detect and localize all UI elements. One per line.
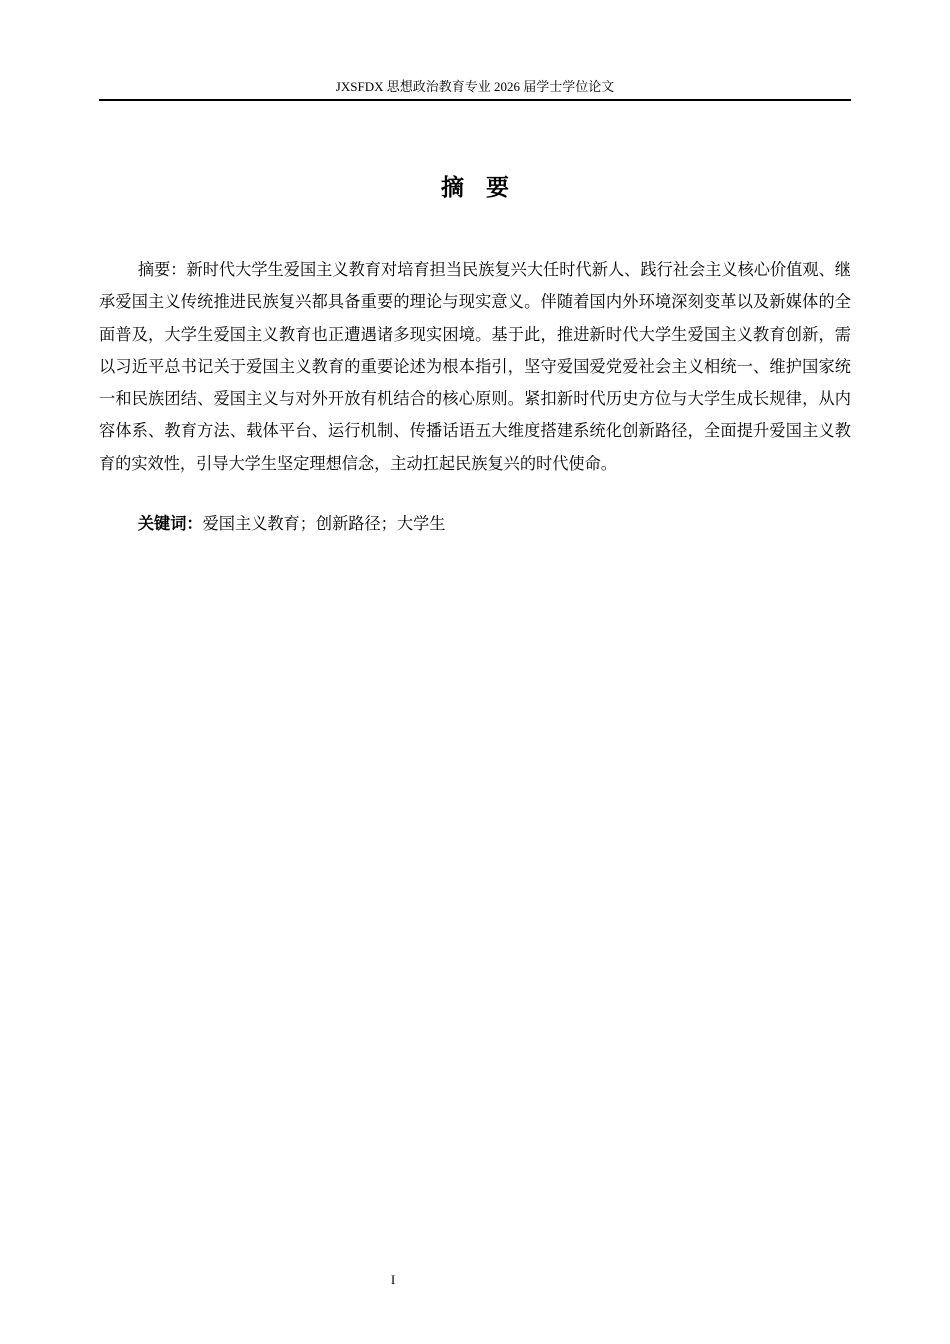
keywords-label: 关键词： [137,514,203,533]
page-title: 摘要 [441,175,531,201]
page-number: I [390,1272,396,1287]
abstract-text: 新时代大学生爱国主义教育对培育担当民族复兴大任时代新人、践行社会主义核心价值观、继承爱国主义传统推进民族复兴都具备重要的理论与现实意义。伴随着国内外环境深刻变革以及新媒体的全面普及，大学生爱国主义教育也正遭遇诸多现实困境。基于此，推进新时代大学生爱国主义教育创新，需以习近平总书记关于爱国主义教育的重要论述为根本指引，坚守爱国爱党爱社会主义相统一、维护国家统一和民族团结、爱国主义与对外开放有机结合的核心原则。紧扣新时代历史方位与大学生成长规律，从内容体系、教育方法、载体平台、运行机制、传播话语五大维度搭建系统化创新路径，全面提升爱国主义教育的实效性，引导大学生坚定理想信念，主动扛起民族复兴的时代使命。 [99,260,851,473]
running-header: JXSFDX 思想政治教育专业 2026 届学士学位论文 [335,79,615,94]
header-rule [99,99,851,101]
keywords-line [99,508,851,540]
abstract-paragraph [99,254,851,480]
abstract-label: 摘要： [137,260,187,279]
keywords-text: 爱国主义教育；创新路径；大学生 [202,514,446,533]
